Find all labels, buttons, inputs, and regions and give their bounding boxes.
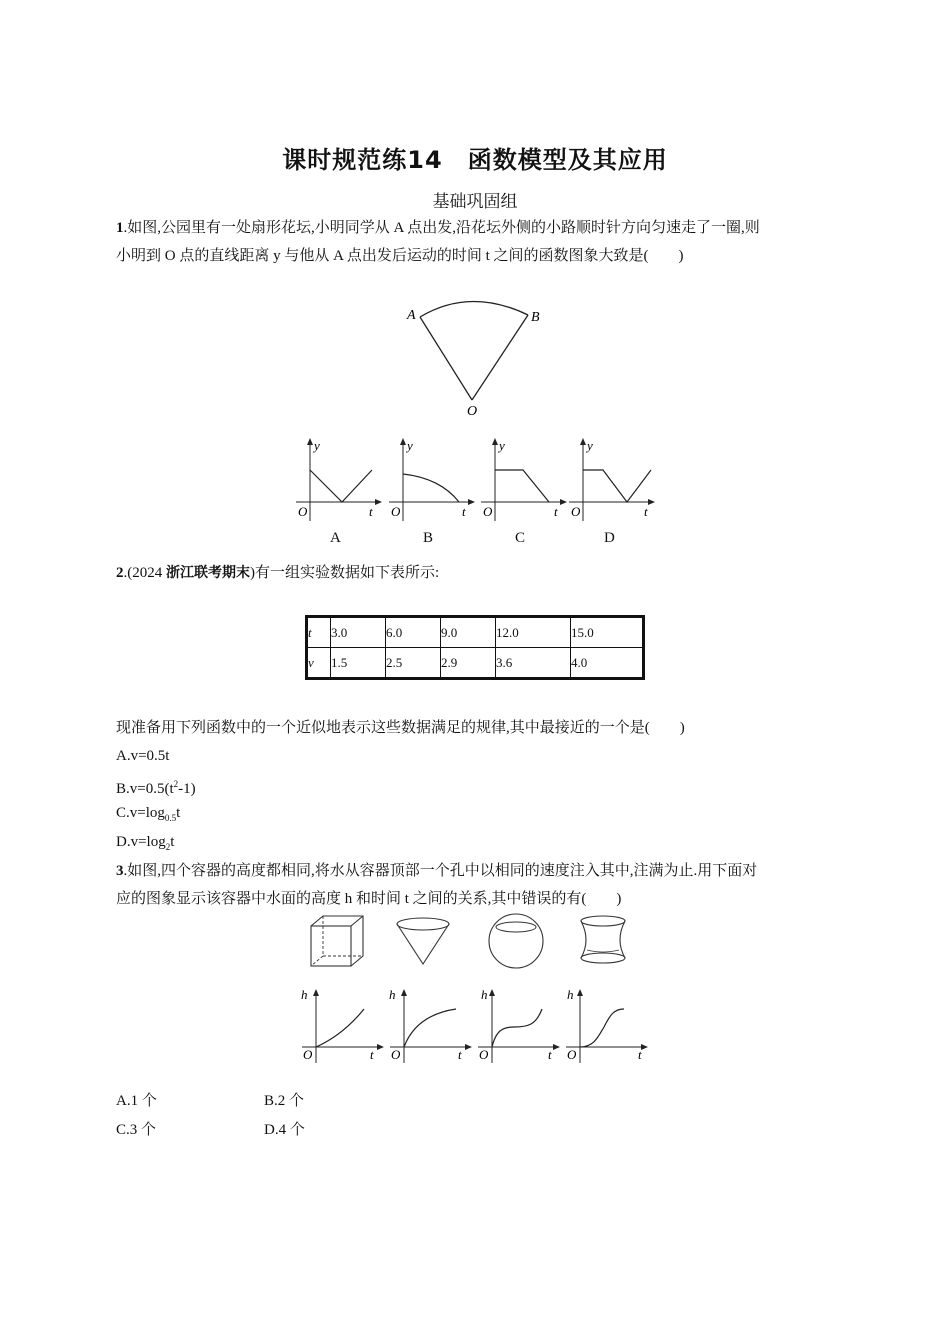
q1-option-b-label: B <box>423 530 434 546</box>
q3-option-a: A.1 个 <box>116 1093 157 1109</box>
table-cell: 15.0 <box>571 617 644 648</box>
q3-graph-3 <box>474 985 562 1063</box>
q2-option-a: A.v=0.5t <box>116 748 170 764</box>
q3-line1 <box>116 861 757 881</box>
data-table <box>305 615 645 680</box>
origin-label: O <box>303 1047 313 1062</box>
t-axis-label: t <box>548 1047 552 1062</box>
q3-text1: .如图,四个容器的高度都相同,将水从容器顶部一个孔中以相同的速度注入其中,注满为止.用下面对 <box>123 863 758 879</box>
option-d-sub: 2 <box>165 842 171 852</box>
table-cell: 1.5 <box>331 648 386 679</box>
q3-option-d: D.4 个 <box>264 1122 305 1138</box>
q1-number: 1 <box>116 220 124 236</box>
label-a: A <box>407 308 416 323</box>
table-cell: 9.0 <box>441 617 496 648</box>
q2-option-c <box>116 803 180 828</box>
table-cell: v <box>307 648 331 679</box>
t-axis-label: t <box>370 1047 374 1062</box>
q1-option-a-label: A <box>330 530 341 546</box>
y-axis-label: y <box>407 438 413 453</box>
option-c-tail: t <box>176 805 181 821</box>
origin-label: O <box>567 1047 577 1062</box>
t-axis-label: t <box>458 1047 462 1062</box>
q1-option-c-label: C <box>515 530 526 546</box>
hourglass-container <box>573 912 633 968</box>
cone-container <box>393 912 453 968</box>
table-row-t <box>307 617 644 648</box>
sphere-container <box>486 910 546 970</box>
label-b: B <box>531 310 540 325</box>
y-axis-label: y <box>587 438 593 453</box>
t-axis-label: t <box>644 504 648 519</box>
origin-label: O <box>391 1047 401 1062</box>
page-title: 课时规范练14 函数模型及其应用 <box>282 146 668 174</box>
cube-container <box>305 912 367 968</box>
section-heading: 基础巩固组 <box>432 192 518 212</box>
t-axis-label: t <box>369 504 373 519</box>
table-cell: 2.5 <box>386 648 441 679</box>
q1-graph-c <box>477 436 569 521</box>
q1-line2: 小明到 O 点的直线距离 y 与他从 A 点出发后运动的时间 t 之间的函数图象大致是( ) <box>116 248 684 264</box>
q3-number: 3 <box>116 863 124 879</box>
q2-option-b <box>116 774 196 799</box>
y-axis-label: y <box>499 438 505 453</box>
option-b-sup: 2 <box>173 779 179 789</box>
h-axis-label: h <box>389 987 396 1002</box>
option-d-tail: t <box>170 834 175 850</box>
t-axis-label: t <box>462 504 466 519</box>
option-c-sub: 0.5 <box>164 813 177 823</box>
origin-label: O <box>483 504 493 519</box>
q3-graph-4 <box>562 985 650 1063</box>
q1-graph-b <box>385 436 477 521</box>
q3-option-b: B.2 个 <box>264 1093 305 1109</box>
option-b-text: B.v=0.5(t <box>116 781 174 797</box>
origin-label: O <box>391 504 401 519</box>
y-axis-label: y <box>314 438 320 453</box>
h-axis-label: h <box>481 987 488 1002</box>
q2-source: 浙江联考期末 <box>166 565 250 581</box>
q2-question: 现准备用下列函数中的一个近似地表示这些数据满足的规律,其中最接近的一个是( ) <box>116 720 685 736</box>
q1-text1: .如图,公园里有一处扇形花坛,小明同学从 A 点出发,沿花坛外侧的小路顺时针方向匀速走了一圈,则 <box>123 220 760 236</box>
origin-label: O <box>479 1047 489 1062</box>
table-row-v <box>307 648 644 679</box>
q1-graph-a <box>292 436 384 521</box>
table-cell: 3.6 <box>496 648 571 679</box>
q3-line2: 应的图象显示该容器中水面的高度 h 和时间 t 之间的关系,其中错误的有( ) <box>116 891 622 907</box>
q2-prefix: .(2024 <box>123 565 166 581</box>
q2-number: 2 <box>116 565 124 581</box>
table-cell: 2.9 <box>441 648 496 679</box>
q3-graph-1 <box>298 985 386 1063</box>
table-cell: 12.0 <box>496 617 571 648</box>
option-d-text: D.v=log <box>116 834 166 850</box>
q3-graph-2 <box>386 985 474 1063</box>
table-cell: 4.0 <box>571 648 644 679</box>
option-c-text: C.v=log <box>116 805 165 821</box>
label-o: O <box>467 404 478 419</box>
t-axis-label: t <box>554 504 558 519</box>
sector-figure <box>400 295 560 420</box>
q1-graph-d <box>565 436 657 521</box>
h-axis-label: h <box>567 987 574 1002</box>
q2-option-d <box>116 832 174 857</box>
h-axis-label: h <box>301 987 308 1002</box>
q2-suffix: )有一组实验数据如下表所示: <box>250 565 440 581</box>
table-cell: 3.0 <box>331 617 386 648</box>
table-cell: t <box>307 617 331 648</box>
q1-option-d-label: D <box>604 530 615 546</box>
origin-label: O <box>571 504 581 519</box>
t-axis-label: t <box>638 1047 642 1062</box>
option-b-tail: -1) <box>178 781 196 797</box>
q2-line1 <box>116 563 439 583</box>
table-cell: 6.0 <box>386 617 441 648</box>
origin-label: O <box>298 504 308 519</box>
q3-option-c: C.3 个 <box>116 1122 157 1138</box>
q1-line1 <box>116 218 760 238</box>
